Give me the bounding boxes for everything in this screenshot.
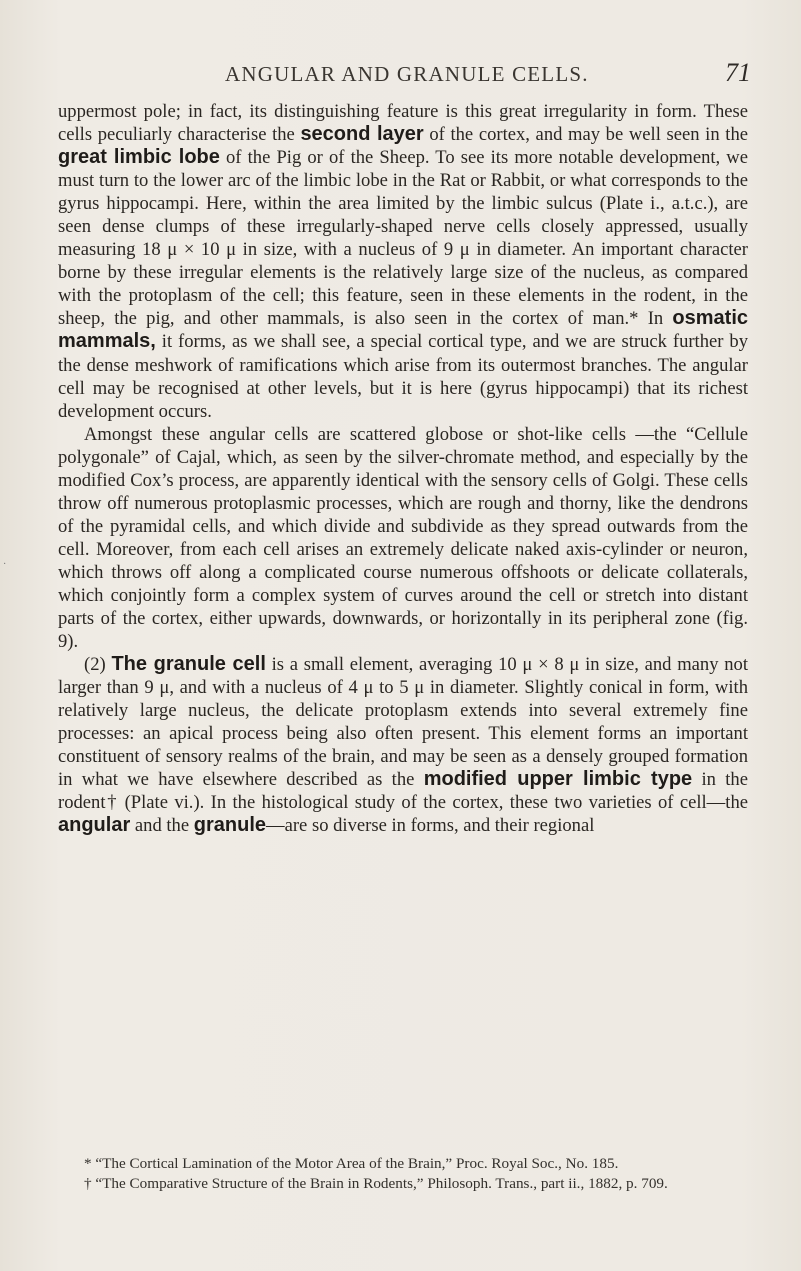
text-run: in the rodent† (Plate vi.). In the histological study of the cortex, these two varieties of cell—the: [58, 769, 748, 814]
term-angular: angular: [58, 814, 131, 837]
term-granule: granule: [193, 814, 267, 837]
running-head: [0, 58, 801, 88]
term-second-layer: second layer: [300, 123, 424, 146]
paragraph-granule-cell: [58, 653, 748, 837]
text-run: Amongst these angular cells are scattered globose or shot-like cells —the “Cellule polygonale” of Cajal, which, as seen by the silver-chromate method, and especially by the modified Cox’s process, are apparently identical with the sensory cells of Golgi. These cells throw off numerous protoplasmic processes, which are rough and thorny, like the dendrons of the pyramidal cells, and which divide and subdivide as they spread outwards from the cell. Moreover, from each cell arises an extremely delicate naked axis-cylinder or neuron, which throws off along a complicated course numerous offshoots or delicate collaterals, which conjointly form a complex system of curves around the cell or stretch into distant parts of the cortex, either upwards, downwards, or horizontally in its peripheral zone (fig. 9).: [58, 423, 748, 653]
text-run: of the cortex, and may be well seen in the: [423, 124, 748, 146]
footnote-2: † “The Comparative Structure of the Brain in Rodents,” Philosoph. Trans., part ii., 1882, p. 709.: [84, 1174, 668, 1192]
text-run: is a small element, averaging 10 μ × 8 μ in size, and many not larger than 9 μ, and with a nucleus of 4 μ to 5 μ in diameter. Slightly conical in form, with relatively large nucleus, the delicate protoplasm extends into several extremely fine processes: an apical process being also often present. This element forms an important constituent of sensory realms of the brain, and may be seen as a densely grouped formation in what we have elsewhere described as the: [58, 654, 748, 791]
running-title: ANGULAR AND GRANULE CELLS.: [225, 62, 589, 86]
text-run: (2): [84, 654, 112, 676]
text-run: of the Pig or of the Sheep. To see its more notable development, we must turn to the lower arc of the limbic lobe in the Rat or Rabbit, or what corresponds to the gyrus hippocampi. Here, within the area limited by the limbic sulcus (Plate i., a.t.c.), are seen dense clumps of these irregularly-shaped nerve cells closely appressed, usually measuring 18 μ × 10 μ in size, with a nucleus of 9 μ in diameter. An important character borne by these irregular elements is the relatively large size of the nucleus, as compared with the protoplasm of the cell; this feature, seen in these elements in the rodent, in the sheep, the pig, and other mammals, is also seen in the cortex of man.* In: [58, 147, 748, 330]
page-number: 71: [725, 58, 751, 87]
body-text: [58, 100, 748, 838]
text-run: uppermost pole; in fact, its distinguishing feature is this great irregularity in form. These cells peculiarly characterise the: [58, 101, 748, 146]
term-granule-cell: The granule cell: [111, 653, 266, 676]
term-modified-upper-limbic-type: modified upper limbic type: [423, 768, 693, 791]
margin-mark: ·: [3, 559, 7, 570]
text-run: —are so diverse in forms, and their regional: [266, 815, 595, 837]
footnote-1: * “The Cortical Lamination of the Motor Area of the Brain,” Proc. Royal Soc., No. 185.: [84, 1155, 619, 1172]
term-great-limbic-lobe: great limbic lobe: [58, 146, 220, 169]
text-run: and the: [130, 815, 194, 837]
paragraph-angular-cells: [58, 100, 748, 423]
paragraph-globose-cells: [58, 423, 748, 653]
term-osmatic-mammals: osmatic mammals,: [58, 307, 748, 353]
footnotes: [58, 1154, 748, 1193]
text-run: it forms, as we shall see, a special cortical type, and we are struck further by the dense meshwork of ramifications which arise from its outermost branches. The angular cell may be recognised at other levels, but it is here (gyrus hippocampi) that its richest development occurs.: [58, 331, 748, 422]
